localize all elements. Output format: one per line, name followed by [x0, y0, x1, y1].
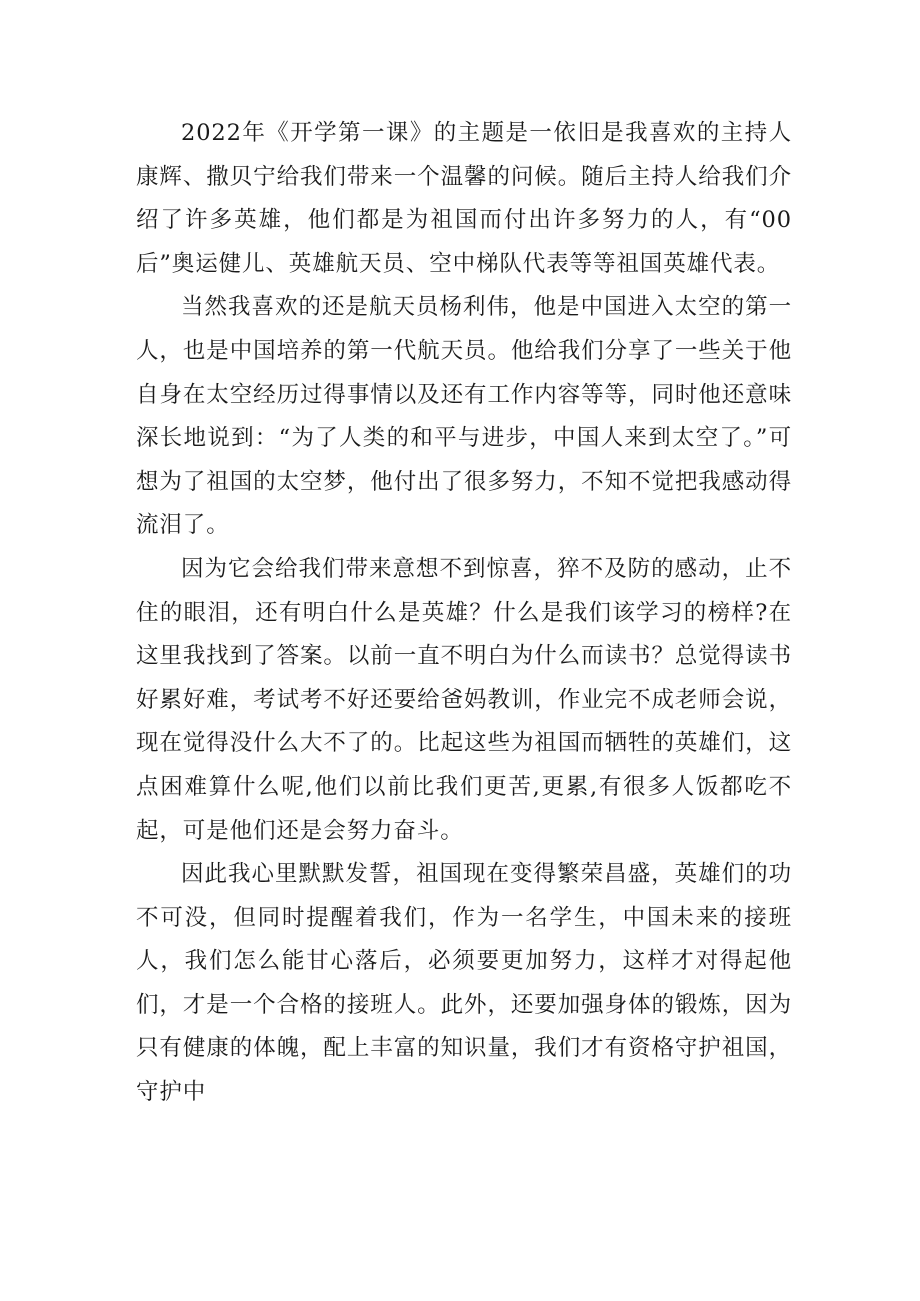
paragraph-1: 2022年《开学第一课》的主题是一依旧是我喜欢的主持人康辉、撒贝宁给我们带来一个温馨的问候。随后主持人给我们介绍了许多英雄，他们都是为祖国而付出许多努力的人，有“00后”奥运健儿、英雄航天员、空中梯队代表等等祖国英雄代表。: [136, 120, 792, 277]
paragraph-4: 因此我心里默默发誓，祖国现在变得繁荣昌盛，英雄们的功不可没，但同时提醒着我们，作为一名学生，中国未来的接班人，我们怎么能甘心落后，必须要更加努力，这样才对得起他们，才是一个合格的接班人。此外，还要加强身体的锻炼，因为只有健康的体魄，配上丰富的知识量，我们才有资格守护祖国，守护中: [136, 861, 792, 1106]
paragraph-3: 因为它会给我们带来意想不到惊喜，猝不及防的感动，止不住的眼泪，还有明白什么是英雄？什么是我们该学习的榜样?在这里我找到了答案。以前一直不明白为什么而读书？总觉得读书好累好难，考试考不好还要给爸妈教训，作业完不成老师会说，现在觉得没什么大不了的。比起这些为祖国而牺牲的英雄们，这点困难算什么呢,他们以前比我们更苦,更累,有很多人饭都吃不起，可是他们还是会努力奋斗。: [136, 555, 792, 844]
paragraph-2: 当然我喜欢的还是航天员杨利伟，他是中国进入太空的第一人，也是中国培养的第一代航天员。他给我们分享了一些关于他自身在太空经历过得事情以及还有工作内容等等，同时他还意味深长地说到：“为了人类的和平与进步，中国人来到太空了。”可想为了祖国的太空梦，他付出了很多努力，不知不觉把我感动得流泪了。: [136, 294, 792, 539]
document-body: [136, 112, 792, 1115]
